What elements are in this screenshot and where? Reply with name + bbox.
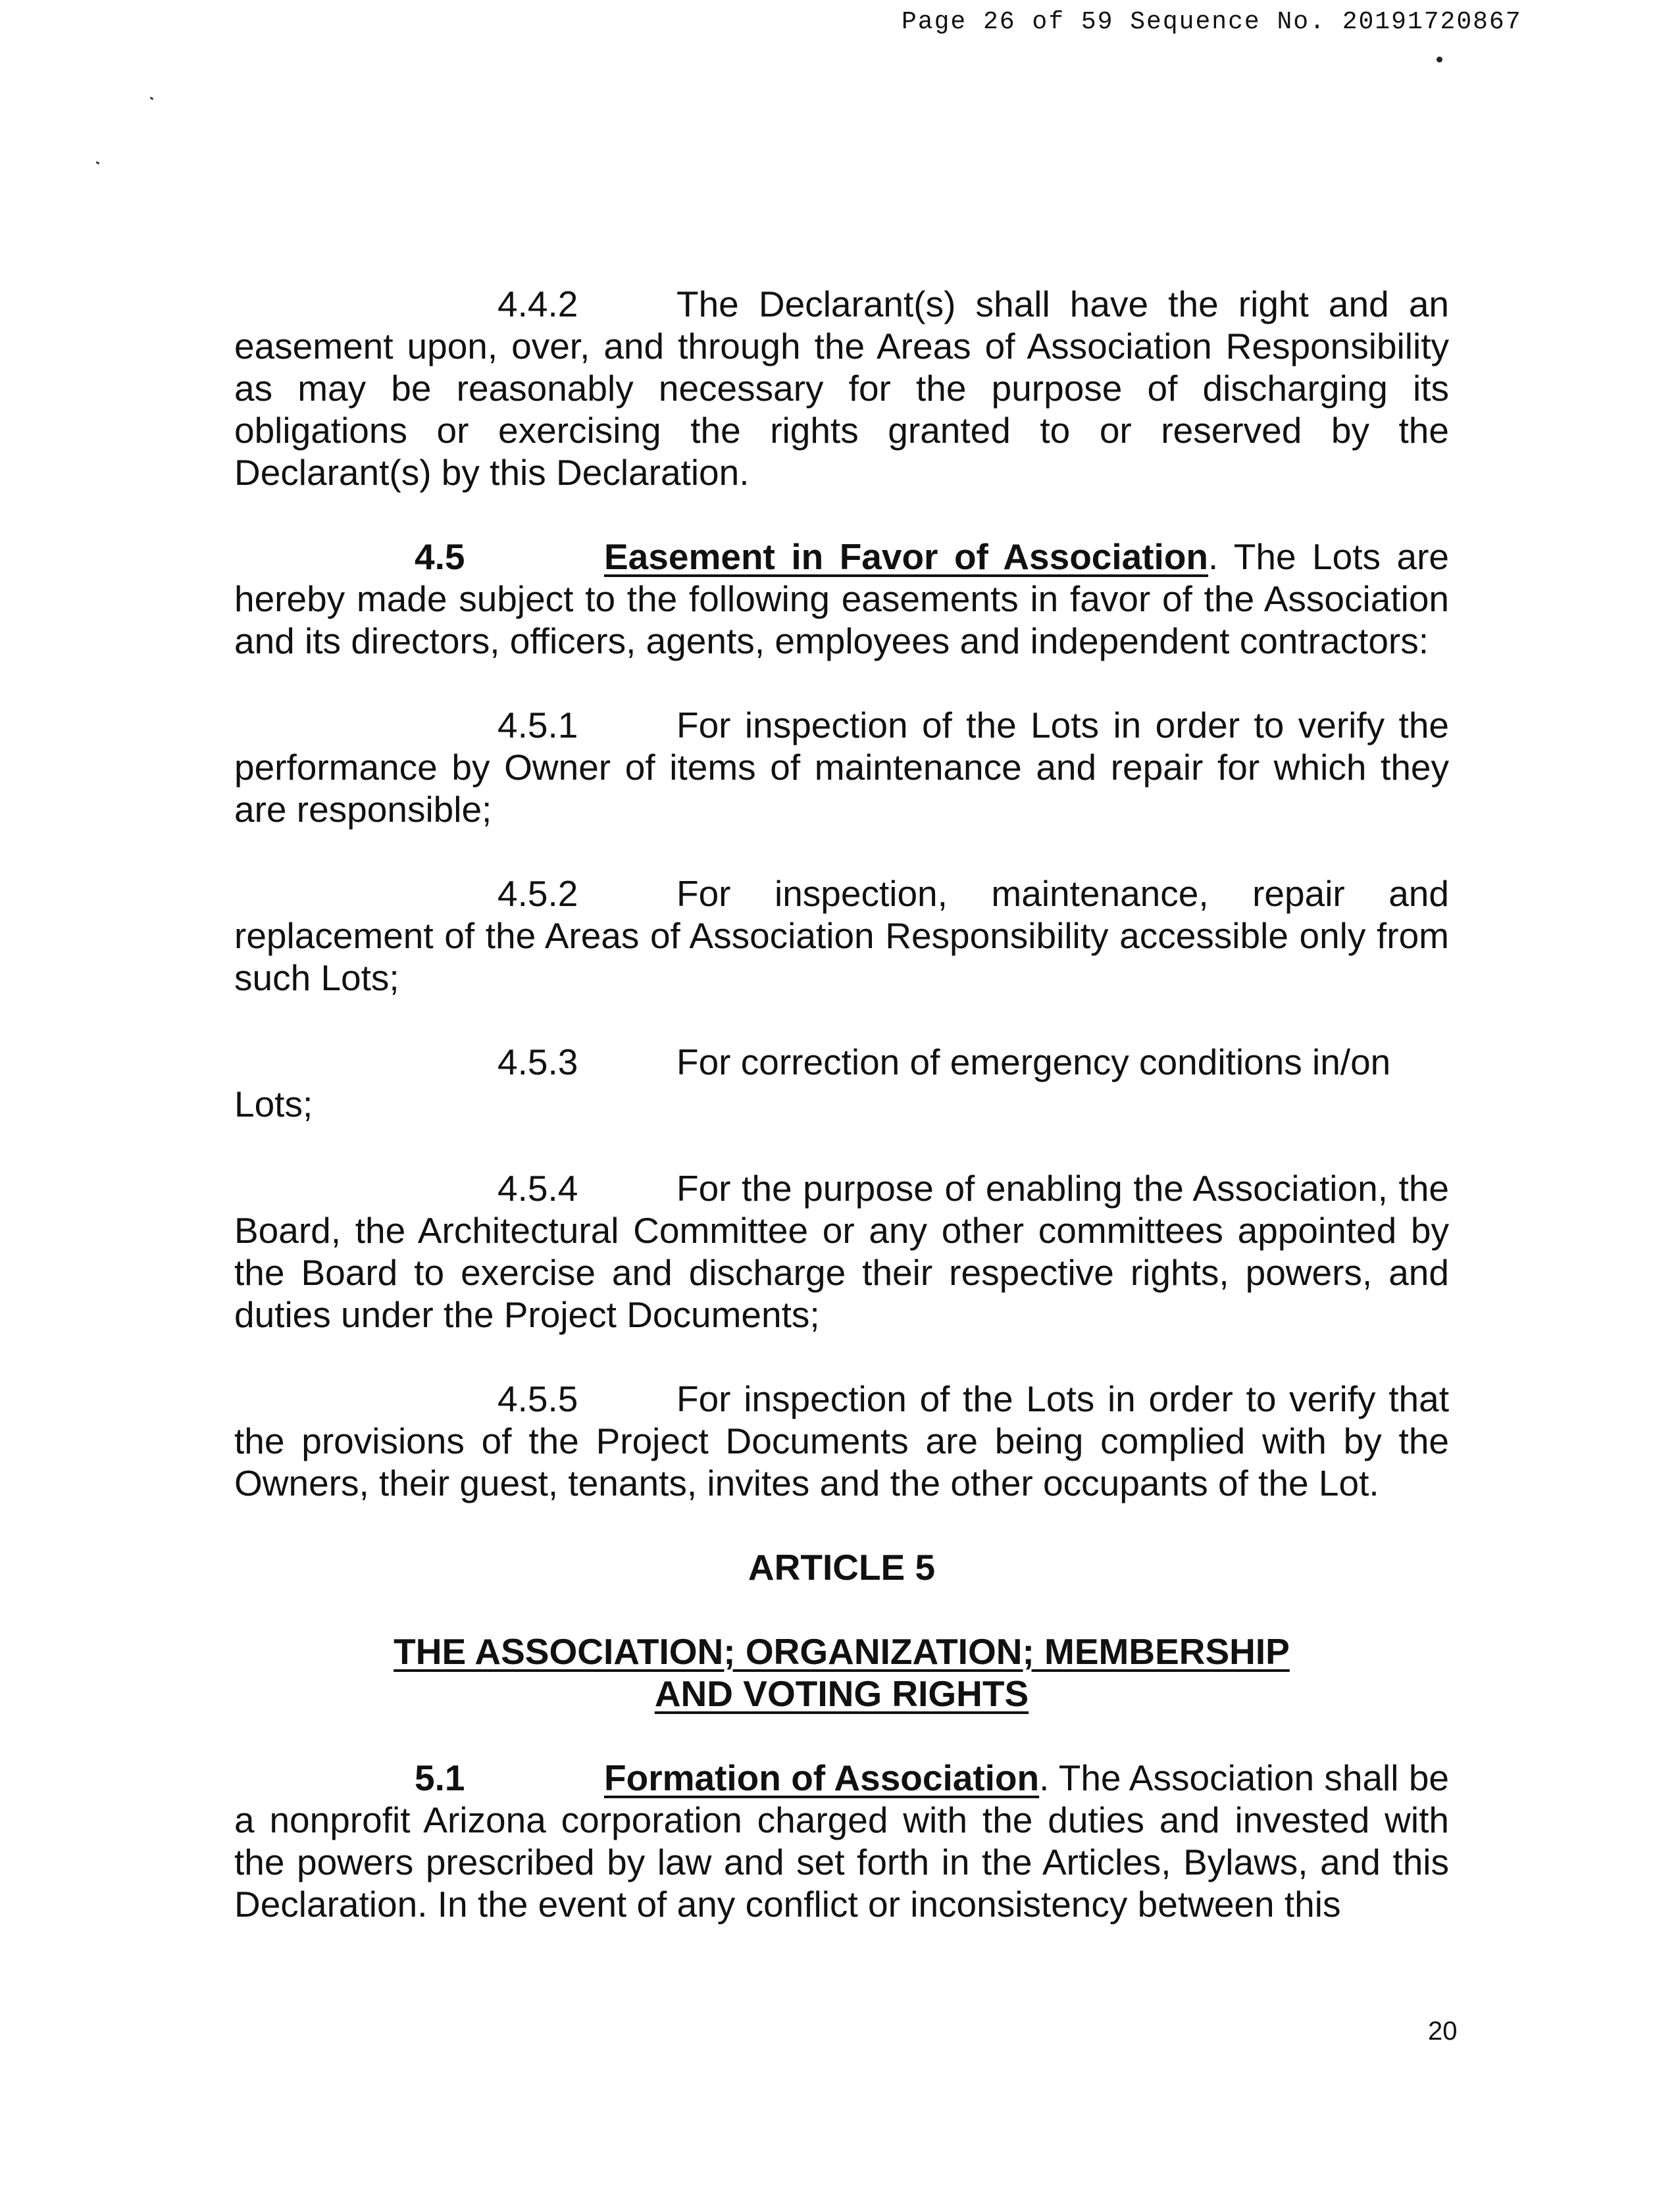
section-number: 4.5.2 (497, 873, 578, 914)
paragraph-4-4-2 (234, 283, 1449, 493)
page-number: 20 (1428, 2017, 1458, 2046)
scan-mark (1437, 57, 1442, 63)
article-title (234, 1630, 1449, 1715)
paragraph-text: The Declarant(s) shall have the right and an easement upon, over, and through the Areas of Association Responsibility as may be reasonably necessary for the purpose of discharging its obligations or exercising the rights granted to or reserved by the Declarant(s) by this Declaration. (234, 284, 1449, 493)
section-number: 4.5.3 (497, 1042, 578, 1082)
article-heading: ARTICLE 5 (748, 1547, 936, 1588)
section-number: 4.4.2 (497, 284, 578, 324)
paragraph-text: For inspection of the Lots in order to verify that the provisions of the Project Documents are being complied with by the Owners, their guest, tenants, invites and the other occupants of the Lot. (234, 1378, 1449, 1503)
scan-speck (96, 161, 100, 164)
paragraph-text: For inspection, maintenance, repair and replacement of the Areas of Association Responsibility accessible only from such Lots; (234, 873, 1449, 998)
section-heading: Easement in Favor of Association (604, 536, 1209, 577)
paragraph-5-1 (234, 1757, 1449, 1925)
scan-speck (150, 97, 154, 100)
paragraph-4-5-5 (234, 1378, 1449, 1504)
document-header: Page 26 of 59 Sequence No. 20191720867 (902, 8, 1522, 36)
paragraph-text: . The Lots are hereby made subject to the following easements in favor of the Association and its directors, officers, agents, employees and independent contractors: (234, 536, 1449, 661)
paragraph-text: For correction of emergency conditions in/on (676, 1042, 1391, 1082)
document-body (234, 283, 1449, 1967)
paragraph-text: For inspection of the Lots in order to verify the performance by Owner of items of maintenance and repair for which they are responsible; (234, 705, 1449, 830)
section-number: 4.5.5 (497, 1378, 578, 1419)
paragraph-text: . The Association shall be a nonprofit Arizona corporation charged with the duties and invested with the powers prescribed by law and set forth in the Articles, Bylaws, and this Declaration. In the event of any conflict or inconsistency between this (234, 1757, 1449, 1925)
paragraph-text: For the purpose of enabling the Association, the Board, the Architectural Committee or any other committees appointed by the Board to exercise and discharge their respective rights, powers, and duties under the Project Documents; (234, 1168, 1449, 1335)
section-number: 4.5.4 (497, 1168, 578, 1209)
article-title-line-2: AND VOTING RIGHTS (654, 1673, 1029, 1714)
paragraph-4-5-1 (234, 704, 1449, 830)
paragraph-tail: Lots; (234, 1084, 313, 1124)
article-title-line-1: THE ASSOCIATION; ORGANIZATION; MEMBERSHIP (394, 1631, 1290, 1672)
section-heading: Formation of Association (604, 1757, 1040, 1798)
paragraph-4-5-3 (234, 1041, 1449, 1125)
section-number: 5.1 (415, 1757, 465, 1798)
section-number: 4.5.1 (497, 705, 578, 745)
section-number: 4.5 (415, 536, 465, 577)
paragraph-4-5-4 (234, 1167, 1449, 1336)
paragraph-4-5-2 (234, 872, 1449, 999)
paragraph-4-5 (234, 536, 1449, 662)
